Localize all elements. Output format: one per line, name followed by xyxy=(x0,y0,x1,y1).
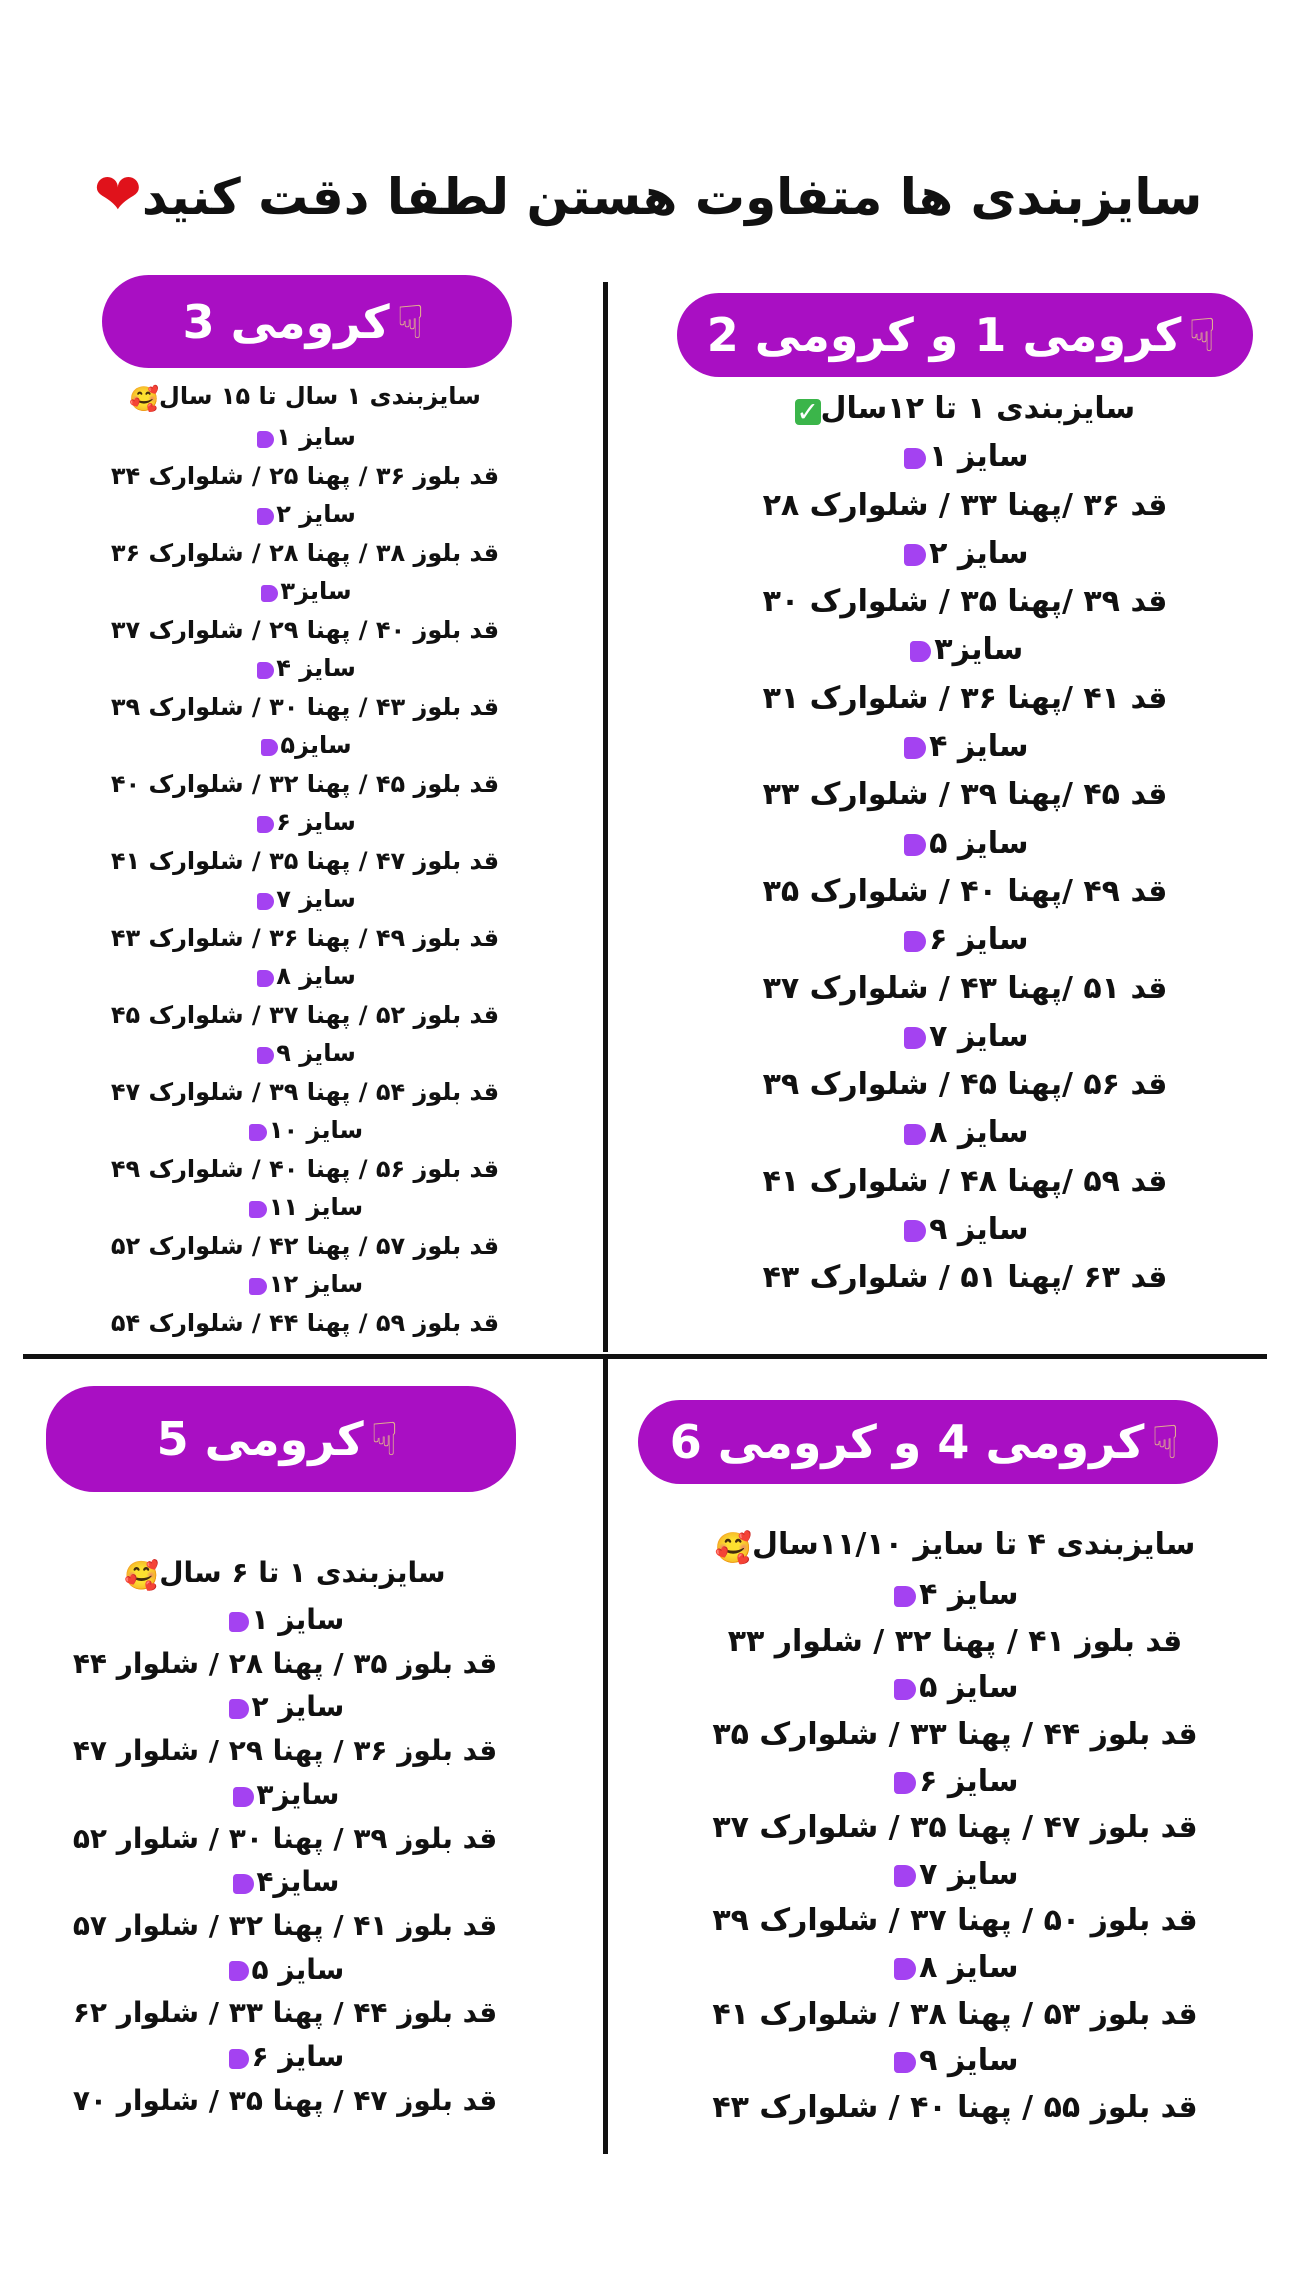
size-label: سایز ۶ xyxy=(640,916,1290,964)
size-label: سایز ۸ xyxy=(640,1109,1290,1157)
pointing-down-finger-icon: ☟ xyxy=(1151,1415,1180,1469)
size-label: سایز ۸ xyxy=(620,1945,1290,1992)
purple-heart-icon xyxy=(257,816,274,833)
purple-heart-icon xyxy=(249,1124,266,1141)
smiling-face-with-hearts-icon: 🥰 xyxy=(129,384,160,413)
purple-heart-icon xyxy=(229,1961,249,1981)
purple-heart-icon xyxy=(257,1047,274,1064)
size-range-header: سایزبندی ۱ تا ۱۲سال✓ xyxy=(796,391,1136,429)
pointing-down-finger-icon: ☟ xyxy=(396,294,425,349)
purple-heart-icon xyxy=(257,662,274,679)
section-label-q4 xyxy=(46,1386,516,1492)
size-measurements: قد ۵۹ /پهنا ۴۸ / شلوارک ۴۱ xyxy=(762,1163,1168,1199)
size-measurements: قد ۴۵ /پهنا ۳۹ / شلوارک ۳۳ xyxy=(762,777,1168,813)
size-label: سایز ۹ xyxy=(30,1034,580,1073)
purple-heart-icon xyxy=(229,1612,249,1632)
size-label: سایز ۴ xyxy=(640,723,1290,771)
size-label: سایز ۵ xyxy=(620,1665,1290,1712)
purple-heart-icon xyxy=(257,508,274,525)
purple-heart-icon xyxy=(904,737,926,759)
purple-heart-icon xyxy=(910,641,932,663)
size-measurements: قد بلوز ۴۱ / پهنا ۳۲ / شلوار ۳۳ xyxy=(727,1623,1183,1659)
purple-heart-icon xyxy=(257,893,274,910)
purple-heart-icon xyxy=(261,585,278,602)
size-measurements: قد بلوز ۳۵ / پهنا ۲۸ / شلوار ۴۴ xyxy=(72,1646,498,1680)
size-measurements: قد بلوز ۴۰ / پهنا ۲۹ / شلوارک ۳۷ xyxy=(110,615,500,644)
size-measurements: قد بلوز ۴۷ / پهنا ۳۵ / شلوارک ۳۷ xyxy=(712,1810,1198,1846)
size-label: سایز ۶ xyxy=(620,1759,1290,1806)
size-label: سایز ۶ xyxy=(30,803,580,842)
size-label: سایز۳ xyxy=(30,1773,540,1817)
section-label-q3 xyxy=(638,1400,1218,1484)
size-label: سایز۳ xyxy=(640,626,1290,674)
size-label: سایز ۱۲ xyxy=(30,1265,580,1304)
purple-heart-icon xyxy=(894,1865,916,1887)
size-measurements: قد ۵۱ /پهنا ۴۳ / شلوارک ۳۷ xyxy=(762,970,1168,1006)
purple-heart-icon xyxy=(904,1027,926,1049)
label-text: کرومی 4 و کرومی 6 xyxy=(669,1415,1145,1469)
size-measurements: قد بلوز ۳۶ / پهنا ۲۵ / شلوارک ۳۴ xyxy=(110,461,500,490)
size-measurements: قد بلوز ۴۷ / پهنا ۳۵ / شلوار ۷۰ xyxy=(72,2083,498,2117)
size-measurements: قد بلوز ۳۹ / پهنا ۳۰ / شلوار ۵۲ xyxy=(72,1821,498,1855)
purple-heart-icon xyxy=(904,1124,926,1146)
page-title xyxy=(0,160,1290,232)
purple-heart-icon xyxy=(894,1772,916,1794)
size-measurements: قد ۳۹ /پهنا ۳۵ / شلوارک ۳۰ xyxy=(762,584,1168,620)
size-label: سایز ۶ xyxy=(30,2035,540,2079)
size-label: سایز ۱۰ xyxy=(30,1111,580,1150)
purple-heart-icon xyxy=(233,1787,253,1807)
size-measurements: قد بلوز ۴۳ / پهنا ۳۰ / شلوارک ۳۹ xyxy=(110,692,500,721)
purple-heart-icon xyxy=(233,1874,253,1894)
size-measurements: قد ۳۶ /پهنا ۳۳ / شلوارک ۲۸ xyxy=(762,487,1168,523)
size-label: سایز۴ xyxy=(30,1860,540,1904)
size-chart-q3 xyxy=(620,1522,1290,2131)
size-measurements: قد بلوز ۵۲ / پهنا ۳۷ / شلوارک ۴۵ xyxy=(110,1000,500,1029)
size-measurements: قد بلوز ۵۷ / پهنا ۴۲ / شلوارک ۵۲ xyxy=(110,1231,500,1260)
purple-heart-icon xyxy=(904,834,926,856)
size-label: سایز ۵ xyxy=(640,820,1290,868)
size-label: سایز ۴ xyxy=(620,1572,1290,1619)
size-measurements: قد ۴۹ /پهنا ۴۰ / شلوارک ۳۵ xyxy=(762,873,1168,909)
purple-heart-icon xyxy=(904,544,926,566)
size-label: سایز ۷ xyxy=(620,1852,1290,1899)
size-range-header: سایزبندی ۱ تا ۶ سال🥰 xyxy=(30,1551,540,1598)
purple-heart-icon xyxy=(894,1679,916,1701)
size-label: سایز ۲ xyxy=(640,530,1290,578)
pointing-down-finger-icon: ☟ xyxy=(370,1412,399,1466)
size-label: سایز ۱۱ xyxy=(30,1188,580,1227)
size-measurements: قد بلوز ۴۷ / پهنا ۳۵ / شلوارک ۴۱ xyxy=(110,846,500,875)
size-measurements: قد بلوز ۵۰ / پهنا ۳۷ / شلوارک ۳۹ xyxy=(712,1903,1198,1939)
section-label-q2 xyxy=(102,275,512,368)
size-label: سایز ۷ xyxy=(30,880,580,919)
purple-heart-icon xyxy=(229,1699,249,1719)
size-label: سایز ۴ xyxy=(30,649,580,688)
size-measurements: قد بلوز ۴۵ / پهنا ۳۲ / شلوارک ۴۰ xyxy=(110,769,500,798)
title-text: سایزبندی ها متفاوت هستن لطفا دقت کنید xyxy=(141,168,1203,226)
smiling-face-with-hearts-icon: 🥰 xyxy=(714,1530,752,1566)
section-label-q1 xyxy=(677,293,1253,377)
size-measurements: قد ۶۳ /پهنا ۵۱ / شلوارک ۴۳ xyxy=(762,1260,1168,1296)
size-label: سایز ۹ xyxy=(640,1206,1290,1254)
size-chart-q1 xyxy=(640,385,1290,1303)
size-measurements: قد بلوز ۵۹ / پهنا ۴۴ / شلوارک ۵۴ xyxy=(110,1308,500,1337)
purple-heart-icon xyxy=(904,931,926,953)
label-text: کرومی 1 و کرومی 2 xyxy=(706,308,1182,362)
purple-heart-icon xyxy=(894,2052,916,2074)
purple-heart-icon xyxy=(894,1958,916,1980)
size-label: سایز ۷ xyxy=(640,1013,1290,1061)
size-measurements: قد بلوز ۵۴ / پهنا ۳۹ / شلوارک ۴۷ xyxy=(110,1077,500,1106)
purple-heart-icon xyxy=(257,431,274,448)
label-text: کرومی 5 xyxy=(156,1412,364,1466)
purple-heart-icon xyxy=(894,1586,916,1608)
smiling-face-with-hearts-icon: 🥰 xyxy=(124,1559,160,1593)
size-measurements: قد بلوز ۵۶ / پهنا ۴۰ / شلوارک ۴۹ xyxy=(110,1154,500,1183)
size-chart-q2 xyxy=(30,377,580,1342)
size-measurements: قد بلوز ۵۵ / پهنا ۴۰ / شلوارک ۴۳ xyxy=(712,2089,1198,2125)
size-range-header: سایزبندی ۴ تا سایز ۱۱/۱۰سال🥰 xyxy=(620,1522,1290,1572)
size-label: سایز۳ xyxy=(30,572,580,611)
check-mark-icon: ✓ xyxy=(796,397,819,429)
size-measurements: قد بلوز ۴۱ / پهنا ۳۲ / شلوار ۵۷ xyxy=(72,1908,498,1942)
size-measurements: قد بلوز ۴۹ / پهنا ۳۶ / شلوارک ۴۳ xyxy=(110,923,500,952)
size-measurements: قد بلوز ۳۶ / پهنا ۲۹ / شلوار ۴۷ xyxy=(72,1734,498,1768)
size-label: سایز ۱ xyxy=(30,418,580,457)
size-label: سایز ۱ xyxy=(30,1598,540,1642)
size-measurements: قد بلوز ۴۴ / پهنا ۳۳ / شلوارک ۳۵ xyxy=(712,1716,1198,1752)
red-heart-icon: ❤ xyxy=(93,161,142,228)
size-measurements: قد بلوز ۴۴ / پهنا ۳۳ / شلوار ۶۲ xyxy=(72,1996,498,2030)
size-label: سایز ۸ xyxy=(30,957,580,996)
purple-heart-icon xyxy=(904,1220,926,1242)
size-measurements: قد ۴۱ /پهنا ۳۶ / شلوارک ۳۱ xyxy=(762,680,1168,716)
label-text: کرومی 3 xyxy=(182,294,390,349)
purple-heart-icon xyxy=(229,2049,249,2069)
purple-heart-icon xyxy=(249,1278,266,1295)
size-range-header: سایزبندی ۱ سال تا ۱۵ سال🥰 xyxy=(30,377,580,418)
size-chart-q4 xyxy=(30,1551,540,2123)
purple-heart-icon xyxy=(261,739,278,756)
purple-heart-icon xyxy=(257,970,274,987)
size-label: سایز ۹ xyxy=(620,2038,1290,2085)
size-measurements: قد بلوز ۵۳ / پهنا ۳۸ / شلوارک ۴۱ xyxy=(712,1996,1198,2032)
purple-heart-icon xyxy=(904,448,926,470)
size-label: سایز۵ xyxy=(30,726,580,765)
vertical-divider-top xyxy=(603,282,608,1352)
horizontal-divider xyxy=(23,1354,1267,1359)
pointing-down-finger-icon: ☟ xyxy=(1188,308,1217,362)
size-label: سایز ۲ xyxy=(30,495,580,534)
purple-heart-icon xyxy=(249,1201,266,1218)
size-label: سایز ۲ xyxy=(30,1685,540,1729)
size-measurements: قد بلوز ۳۸ / پهنا ۲۸ / شلوارک ۳۶ xyxy=(110,538,500,567)
vertical-divider-bottom xyxy=(603,1357,608,2154)
size-label: سایز ۱ xyxy=(640,433,1290,481)
size-measurements: قد ۵۶ /پهنا ۴۵ / شلوارک ۳۹ xyxy=(762,1067,1168,1103)
size-label: سایز ۵ xyxy=(30,1948,540,1992)
